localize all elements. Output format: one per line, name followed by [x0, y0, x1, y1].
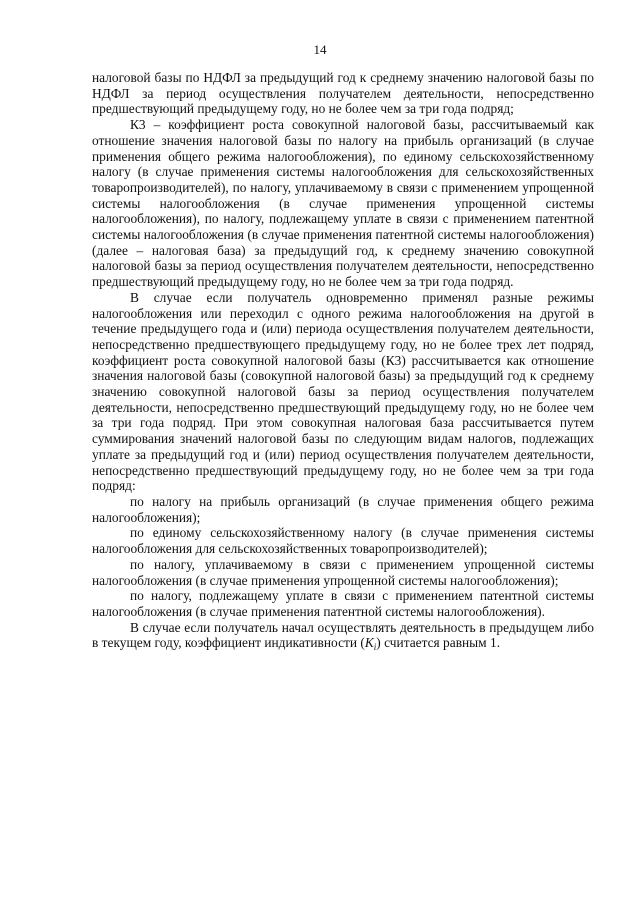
paragraph-k3-definition: К3 – коэффициент роста совокупной налоговой базы, рассчитываемый как отношение значения налоговой базы по налогу на прибыль организаций (в случае применения общего режима налогообложения), по единому сельскохозяйственному налогу (в случае применения системы налогообложения для сельскохозяйственных товаропроизводителей), по налогу, уплачиваемому в связи с применением упрощенной системы налогообложения (в случае применения упрощенной системы налогообложения), по налогу, подлежащему уплате в связи с применением патентной системы налогообложения (в случае применения патентной системы налогообложения) (далее – налоговая база) за предыдущий год, к среднему значению совокупной налоговой базы за период осуществления получателем деятельности, непосредственно предшествующий предыдущему году, но не более чем за три года подряд. — [92, 117, 594, 290]
paragraph-new-activity — [92, 620, 594, 651]
coefficient-subscript: i — [373, 642, 377, 653]
paragraph-new-activity-tail: считается равным 1. — [380, 635, 501, 651]
paragraph-new-activity-text: В случае если получатель начал осуществлять деятельность в предыдущем либо в текущем году, коэффициент индикативности ( — [92, 619, 594, 651]
list-item-simplified-tax: по налогу, уплачиваемому в связи с применением упрощенной системы налогообложения (в случае применения упрощенной системы налогообложения); — [92, 556, 594, 588]
list-item-profit-tax: по налогу на прибыль организаций (в случае применения общего режима налогообложения); — [92, 493, 594, 525]
list-item-agricultural-tax: по единому сельскохозяйственному налогу (в случае применения системы налогообложения для сельскохозяйственных товаропроизводителей); — [92, 525, 594, 557]
document-body — [92, 70, 594, 651]
coefficient-letter: K — [364, 635, 374, 651]
closing-paren: ) — [376, 635, 381, 651]
paragraph-continuation: налоговой базы по НДФЛ за предыдущий год к среднему значению налоговой базы по НДФЛ за период осуществления получателем деятельности, непосредственно предшествующий предыдущему году, но не более чем за три года подряд; — [92, 70, 594, 117]
list-item-patent-tax: по налогу, подлежащему уплате в связи с применением патентной системы налогообложения (в случае применения патентной системы налогообложения). — [92, 588, 594, 619]
page-number: 14 — [313, 42, 327, 57]
paragraph-multiple-regimes: В случае если получатель одновременно применял разные режимы налогообложения или переходил с одного режима налогообложения на другой в течение предыдущего года и (или) периода осуществления получателем деятельности, непосредственно предшествующего предыдущему году, но не более трех лет подряд, коэффициент роста совокупной налоговой базы (К3) рассчитывается как отношение значения налоговой базы (совокупной налоговой базы) за предыдущий год к среднему значению совокупной налоговой базы за период осуществления получателем деятельности, непосредственно предшествующий предыдущему году, но не более чем за три года подряд. При этом совокупная налоговая база рассчитывается путем суммирования значений налоговой базы по следующим видам налогов, подлежащих уплате за предыдущий год и (или) период осуществления получателем деятельности, непосредственно предшествующий предыдущему году, но не более чем за три года подряд: — [92, 289, 594, 494]
coefficient-symbol — [364, 635, 377, 653]
